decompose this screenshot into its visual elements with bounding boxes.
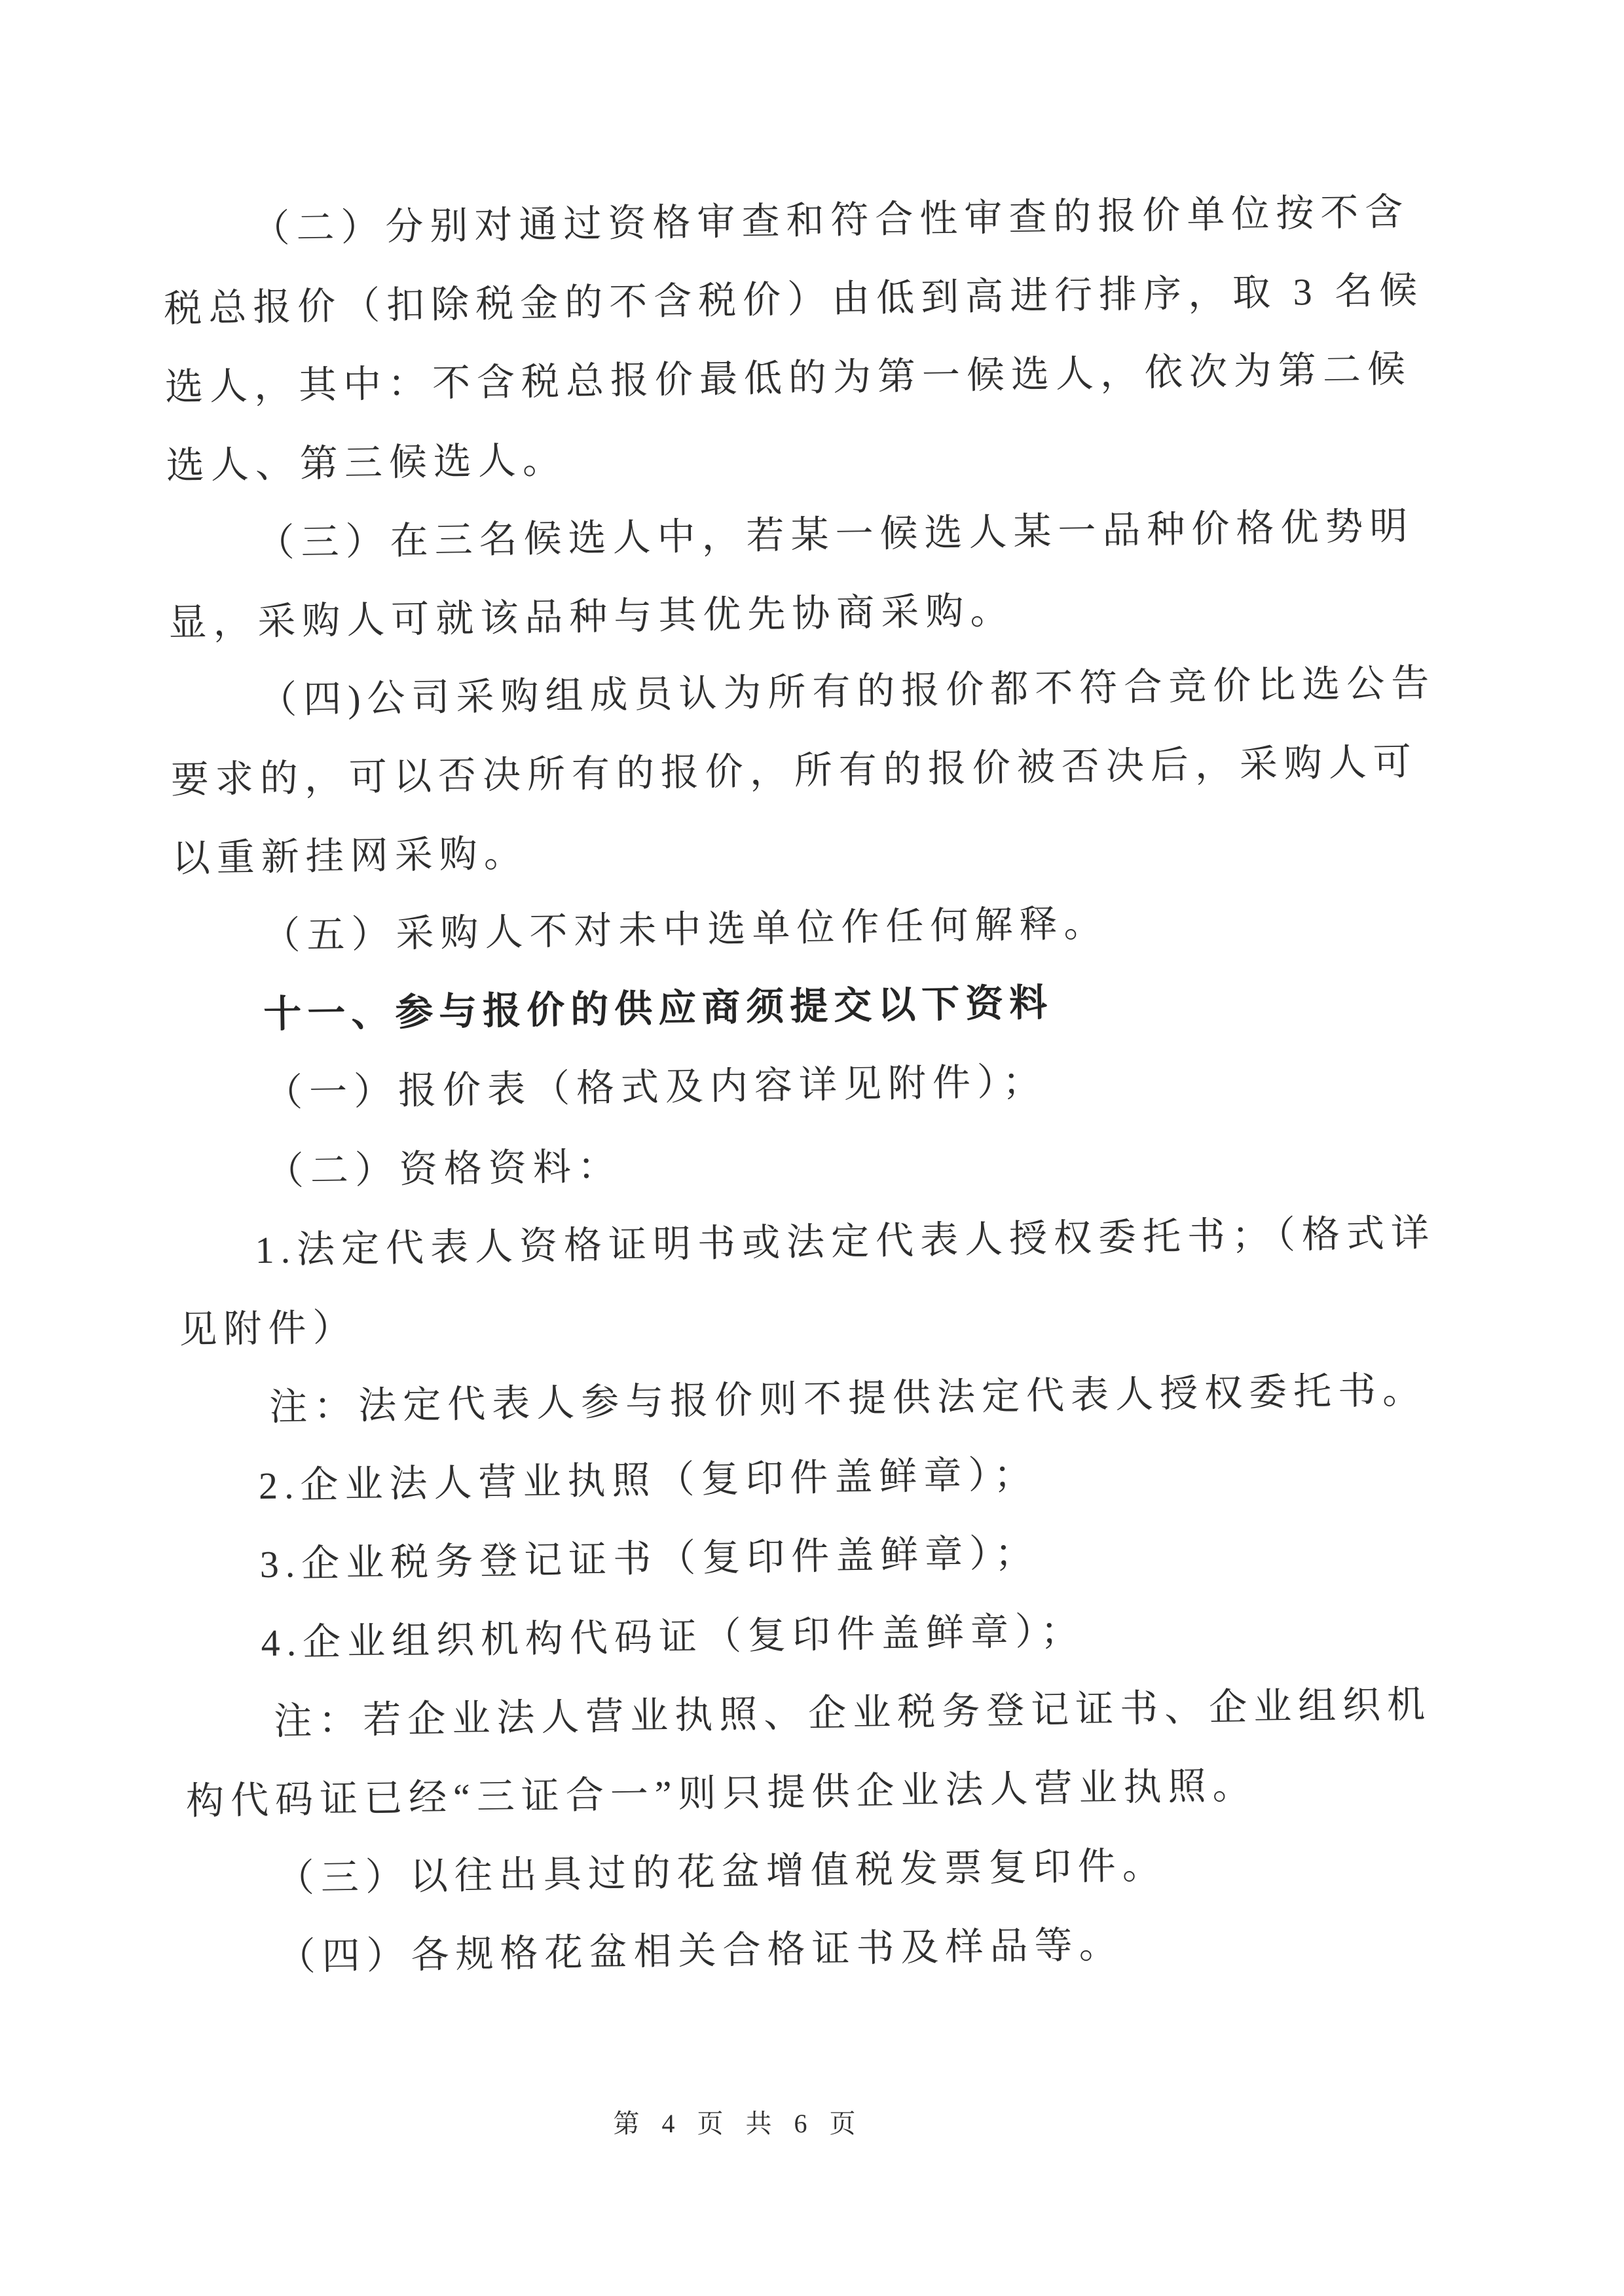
text-line: （三）以往出具过的花盆增值税发票复印件。 [276, 1844, 1168, 1900]
text-line: 见附件） [178, 1305, 358, 1351]
text-line: 构代码证已经“三证合一”则只提供企业法人营业执照。 [185, 1764, 1257, 1823]
text-line: （一）报价表（格式及内容详见附件）； [264, 1060, 1048, 1114]
text-line: 2.企业法人营业执照（复印件盖鲜章）； [258, 1453, 1039, 1508]
text-line: 要求的，可以否决所有的报价，所有的报价被否决后，采购人可 [170, 740, 1418, 801]
text-line: 选人，其中：不含税总报价最低的为第一候选人，依次为第二候 [164, 347, 1412, 409]
page-footer: 第 4 页 共 6 页 [613, 2109, 864, 2138]
text-line: 注：法定代表人参与报价则不提供法定代表人授权委托书。 [268, 1368, 1428, 1429]
text-line: 以重新挂网采购。 [172, 831, 529, 880]
text-line: 显，采购人可就该品种与其优先协商采购。 [168, 589, 1015, 645]
text-line: （三）在三名候选人中，若某一候选人某一品种价格优势明 [256, 504, 1414, 565]
text-line: （二）资格资料： [265, 1144, 623, 1193]
text-line: 税总报价（扣除税金的不含税价）由低到高进行排序，取 3 名候 [163, 268, 1424, 331]
text-line: 注：若企业法人营业执照、企业税务登记证书、企业组织机 [273, 1683, 1432, 1743]
text-line: （二）分别对通过资格审查和符合性审查的报价单位按不含 [251, 190, 1410, 251]
text-line: （四）各规格花盆相关合格证书及样品等。 [277, 1923, 1124, 1978]
text-line: 1.法定代表人资格证明书或法定代表人授权委托书；（格式详 [255, 1211, 1436, 1272]
text-line: （四)公司采购组成员认为所有的报价都不符合竞价比选公告 [258, 661, 1436, 721]
text-line: 3.企业税务登记证书（复印件盖鲜章）； [259, 1531, 1040, 1586]
text-line: 4.企业组织机构代码证（复印件盖鲜章）； [261, 1609, 1086, 1665]
document-body [162, 173, 1436, 1998]
text-line: 选人、第三候选人。 [166, 438, 568, 488]
text-line: （五）采购人不对未中选单位作任何解释。 [262, 902, 1109, 957]
section-heading: 十一、参与报价的供应商须提交以下资料 [263, 981, 1054, 1036]
